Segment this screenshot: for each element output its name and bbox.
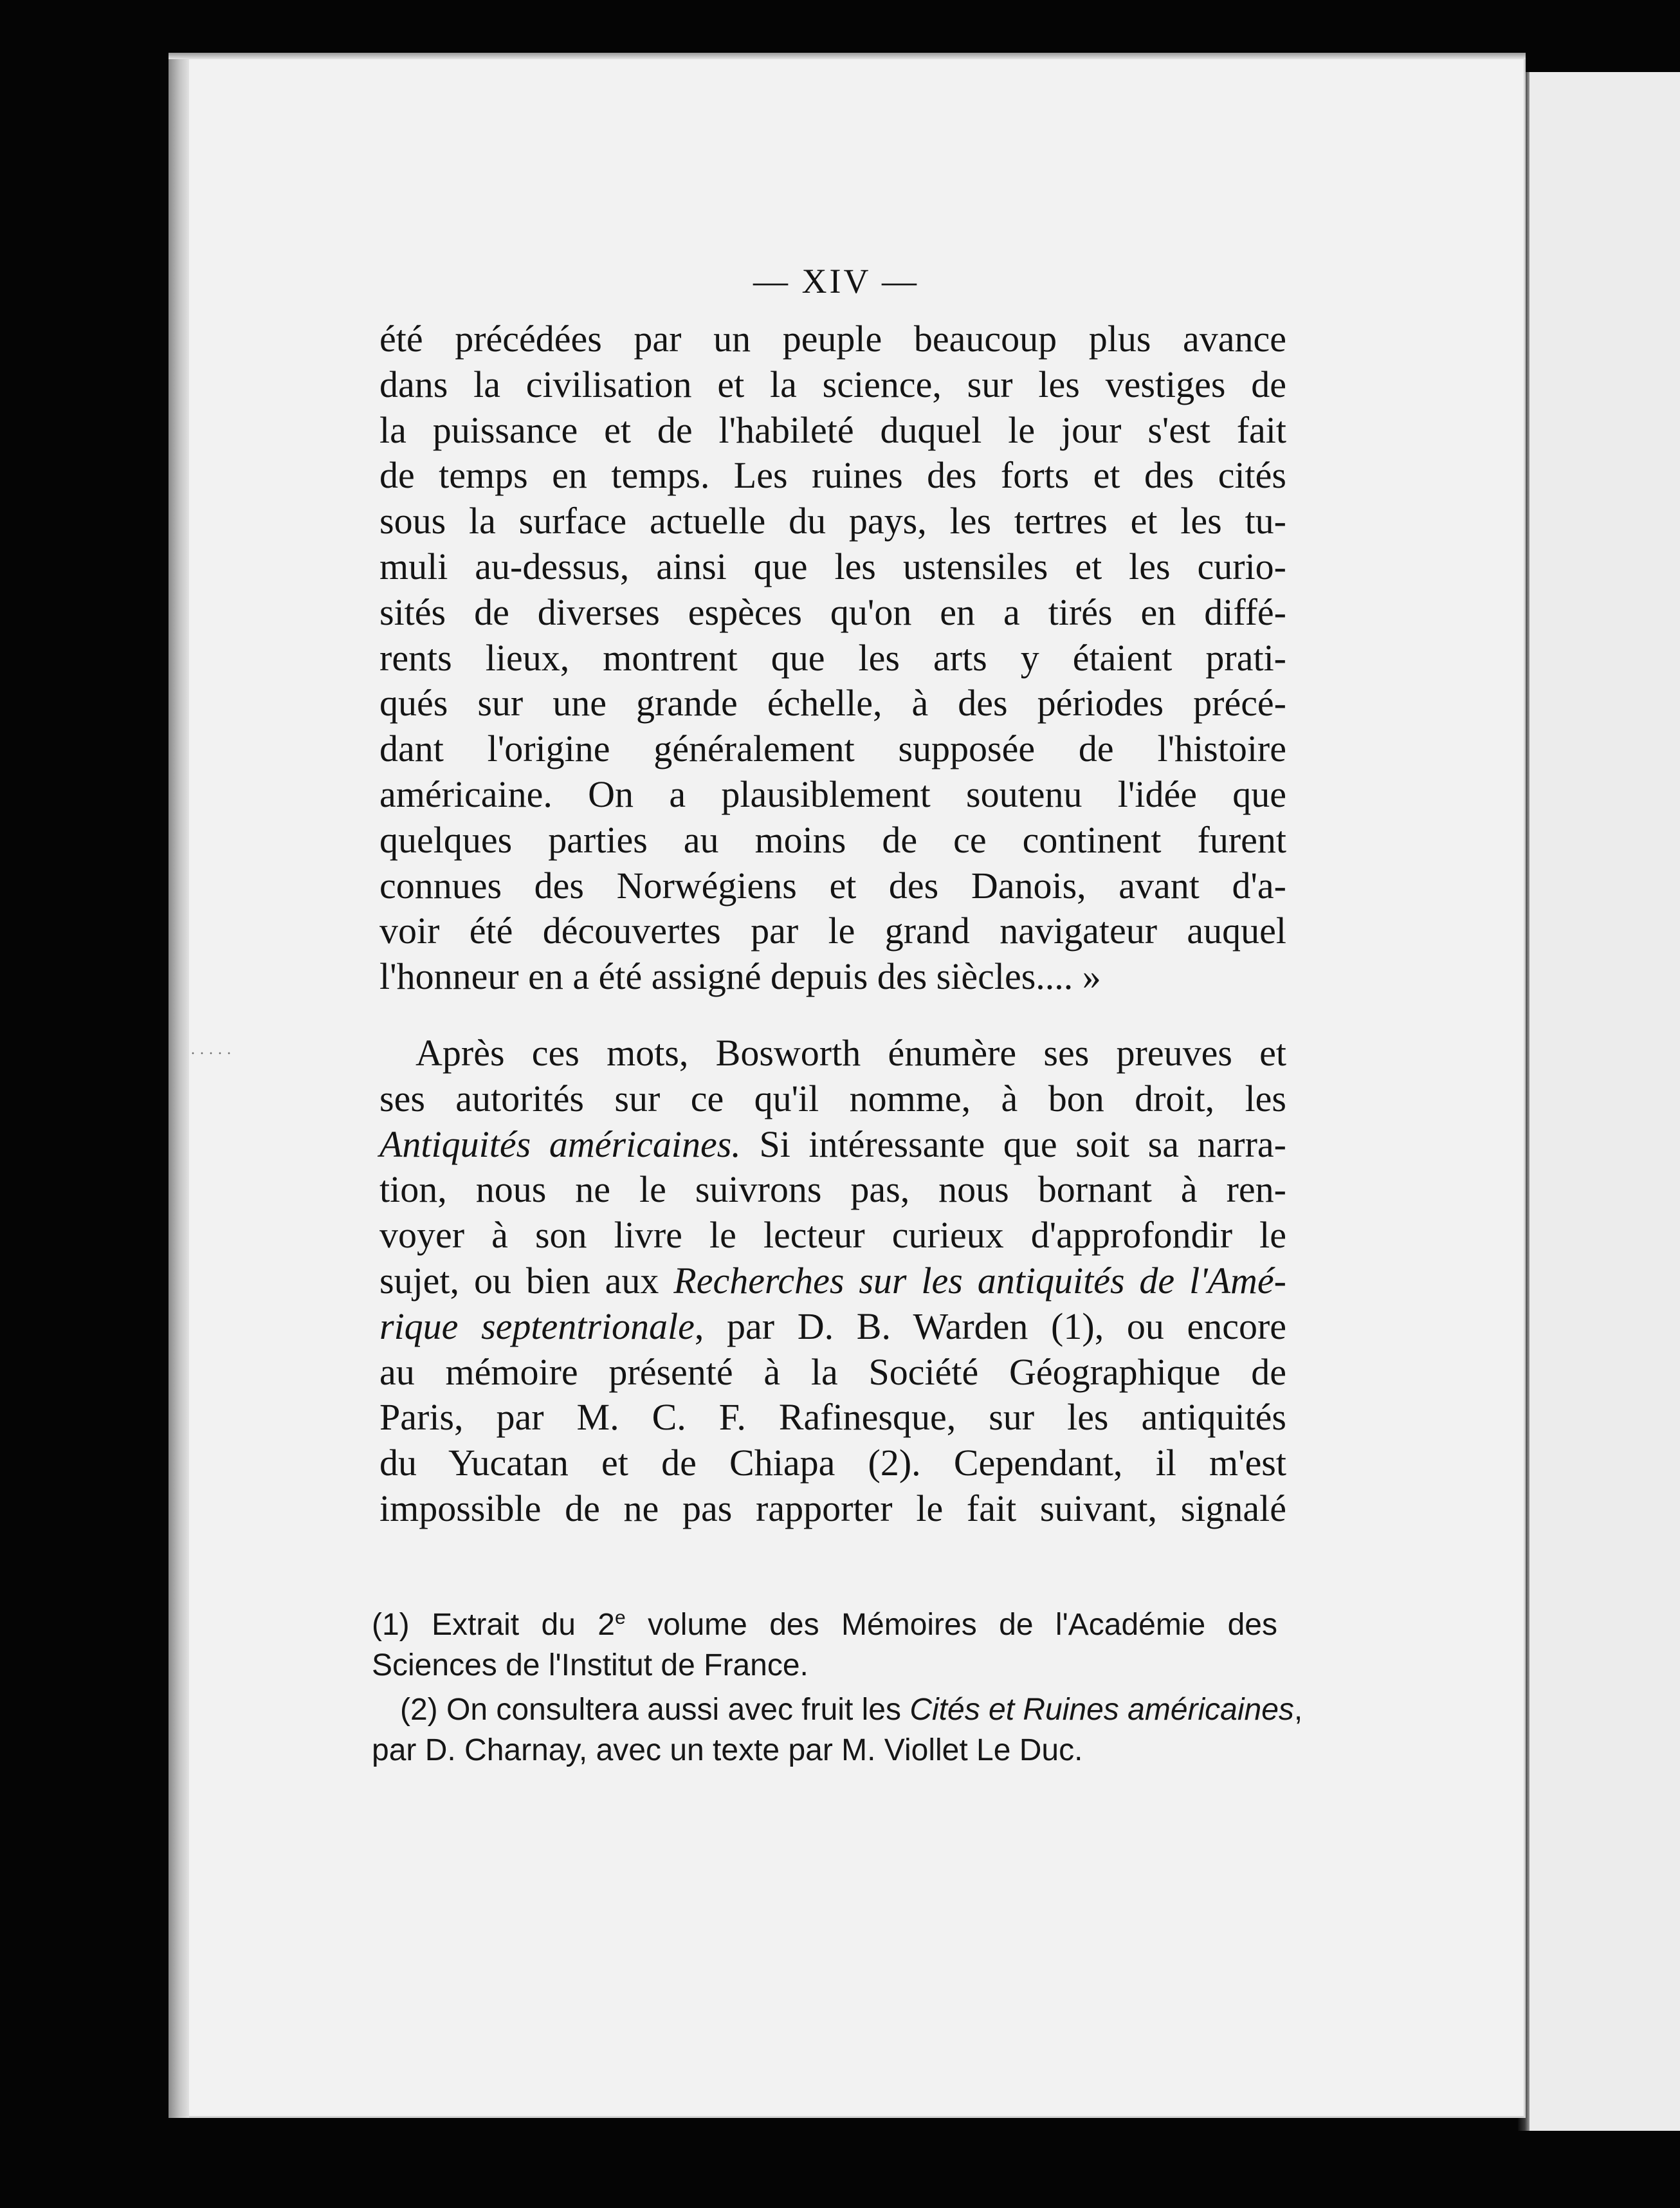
adjacent-page-edge bbox=[1526, 72, 1680, 2131]
text-span: sujet, ou bien aux bbox=[379, 1259, 674, 1302]
text-line: du Yucatan et de Chiapa (2). Cependant, il m'est bbox=[379, 1442, 1286, 1484]
text-line bbox=[379, 1304, 1286, 1350]
text-line: sités de diverses espèces qu'on en a tirés en diffé- bbox=[379, 591, 1286, 633]
text-line: ses autorités sur ce qu'il nomme, à bon droit, les bbox=[379, 1077, 1286, 1119]
text-line: voir été découvertes par le grand navigateur auquel bbox=[379, 910, 1286, 952]
text-line: sous la surface actuelle du pays, les tertres et les tu- bbox=[379, 500, 1286, 542]
text-line: américaine. On a plausiblement soutenu l'idée que bbox=[379, 773, 1286, 815]
footnotes bbox=[372, 1605, 1303, 1771]
text-line: dans la civilisation et la science, sur les vestiges de bbox=[379, 363, 1286, 405]
text-line: quelques parties au moins de ce continent furent bbox=[379, 818, 1286, 861]
superscript: e bbox=[615, 1607, 626, 1628]
text-line: rents lieux, montrent que les arts y étaient prati- bbox=[379, 636, 1286, 679]
text-line: dant l'origine généralement supposée de l'histoire bbox=[379, 728, 1286, 770]
text-line: Paris, par M. C. F. Rafinesque, sur les antiquités bbox=[379, 1396, 1286, 1439]
body-text bbox=[379, 317, 1286, 1532]
text-line: muli au-dessus, ainsi que les ustensiles et les curio- bbox=[379, 545, 1286, 587]
text-line: impossible de ne pas rapporter le fait suivant, signalé bbox=[379, 1487, 1286, 1529]
text-line: voyer à son livre le lecteur curieux d'approfondir le bbox=[379, 1214, 1286, 1256]
margin-mark: ····· bbox=[190, 1045, 235, 1062]
text-span: , bbox=[1293, 1693, 1303, 1727]
text-span: Si intéressante que soit sa narra- bbox=[740, 1123, 1286, 1165]
footnote-1-line: Sciences de l'Institut de France. bbox=[372, 1648, 808, 1682]
text-line bbox=[379, 1258, 1286, 1304]
text-line: été précédées par un peuple beaucoup plus avance bbox=[379, 318, 1286, 360]
footnote-1-line bbox=[372, 1605, 1277, 1645]
page-binding-strip bbox=[169, 53, 189, 2118]
text-line bbox=[379, 1122, 1286, 1168]
text-span: (2) On consultera aussi avec fruit les bbox=[400, 1693, 910, 1727]
text-line: tion, nous ne le suivrons pas, nous bornant à ren- bbox=[379, 1168, 1286, 1211]
text-span: , par D. B. Warden (1), ou encore bbox=[694, 1305, 1287, 1347]
text-line: qués sur une grande échelle, à des périodes précé- bbox=[379, 682, 1286, 724]
text-line: l'honneur en a été assigné depuis des siècles.... » bbox=[379, 955, 1101, 998]
text-span: volume des Mémoires de l'Académie des bbox=[625, 1608, 1277, 1642]
italic-title: Antiquités américaines. bbox=[379, 1123, 741, 1165]
text-span: (1) Extrait du 2 bbox=[372, 1608, 615, 1642]
footnote-2-line bbox=[372, 1689, 1303, 1730]
text-line: au mémoire présenté à la Société Géographique de bbox=[379, 1350, 1286, 1393]
text-line: la puissance et de l'habileté duquel le jour s'est fait bbox=[379, 409, 1286, 451]
text-line: Après ces mots, Bosworth énumère ses preuves et bbox=[415, 1031, 1286, 1074]
italic-title: rique septentrionale bbox=[379, 1305, 695, 1347]
page-number-header: — XIV — bbox=[753, 262, 919, 300]
italic-title: Cités et Ruines américaines bbox=[909, 1693, 1294, 1727]
paragraph-gap bbox=[379, 1000, 1286, 1031]
text-line: connues des Norwégiens et des Danois, avant d'a- bbox=[379, 864, 1286, 906]
italic-title: Recherches sur les antiquités de l'Amé- bbox=[673, 1259, 1286, 1302]
page-top-edge bbox=[169, 53, 1526, 59]
footnote-2-line: par D. Charnay, avec un texte par M. Viollet Le Duc. bbox=[372, 1733, 1083, 1767]
text-line: de temps en temps. Les ruines des forts et des cités bbox=[379, 454, 1286, 497]
